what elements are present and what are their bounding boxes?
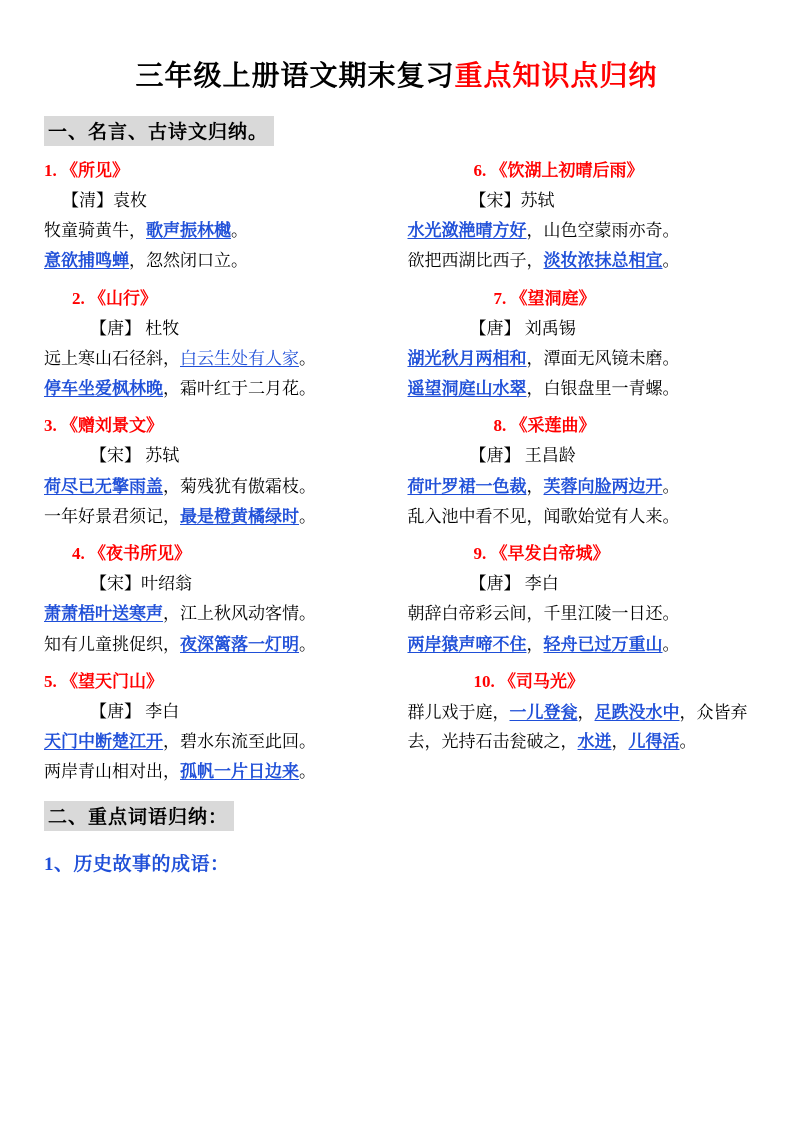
poem-lines (408, 599, 750, 658)
poem-lines (408, 472, 750, 531)
poem-title (44, 285, 386, 313)
poem-block (44, 154, 386, 277)
poem-title (44, 668, 386, 696)
poem-name: 《饮湖上初晴后雨》 (490, 161, 644, 180)
poem-name: 《望天门山》 (61, 671, 163, 691)
poem-name: 《夜书所见》 (89, 544, 191, 564)
poem-number: 10. (473, 671, 495, 691)
poem-block (44, 409, 386, 532)
poem-line (408, 216, 750, 245)
poem-line (408, 246, 750, 275)
poem-author: 【唐】 杜牧 (90, 318, 180, 338)
poem-number: 8. (493, 416, 507, 436)
poem-number: 3. (44, 416, 57, 436)
poem-block (44, 665, 386, 788)
spacer (44, 793, 749, 799)
poem-text: 。 (679, 732, 697, 752)
poem-line (44, 344, 386, 373)
poem-lines (44, 472, 386, 531)
poem-line (44, 216, 386, 245)
poem-text: ，白银盘里一青螺。 (526, 379, 680, 399)
poem-block (44, 537, 386, 660)
poem-title (44, 540, 386, 568)
poem-text: ， (526, 476, 544, 496)
poem-text-highlight: 停车坐爱枫林晚 (44, 379, 163, 399)
poem-block (44, 282, 386, 405)
poem-title (44, 157, 386, 185)
poem-author: 【宋】苏轼 (469, 191, 555, 211)
poem-title (408, 285, 750, 313)
poem-line (44, 502, 386, 531)
poem-title (408, 668, 750, 696)
poem-text: 。 (231, 221, 248, 241)
poem-number: 2. (72, 288, 85, 308)
poem-name: 《所见》 (61, 161, 129, 180)
poem-text-highlight: 轻舟已过万重山 (543, 634, 663, 654)
poem-text: ， (611, 732, 629, 752)
poem-block (408, 154, 750, 277)
poem-text: 。 (662, 476, 680, 496)
poem-lines (44, 727, 386, 786)
poem-number: 7. (493, 288, 507, 308)
poem-text: ，菊残犹有傲霜枝。 (163, 476, 316, 496)
poem-line (44, 599, 386, 628)
poem-text-highlight: 最是橙黄橘绿时 (180, 506, 299, 526)
poem-number: 4. (72, 544, 85, 564)
poem-lines (408, 344, 750, 403)
poem-line (44, 727, 386, 756)
poem-grid (44, 154, 749, 793)
poem-text: ， (526, 634, 544, 654)
poem-line (408, 698, 750, 756)
poem-text: ， (577, 702, 595, 722)
poem-line (408, 374, 750, 403)
poem-text: ，江上秋风动客情。 (163, 604, 316, 624)
poem-text-highlight: 水光潋滟晴方好 (407, 221, 527, 241)
poem-text-highlight: 足跌没水中 (594, 702, 680, 722)
poem-text: ，碧水东流至此回。 (163, 732, 316, 752)
poem-text: 。 (299, 506, 316, 526)
poem-text: 知有儿童挑促织， (44, 634, 180, 654)
poem-title (44, 412, 386, 440)
poem-text: 牧童骑黄牛， (44, 221, 146, 241)
poem-name: 《望洞庭》 (510, 288, 596, 308)
poem-text: ，忽然闭口立。 (129, 251, 248, 271)
poem-text-highlight: 歌声振林樾 (146, 221, 231, 241)
poem-number: 1. (44, 161, 57, 180)
poem-text: 乱入池中看不见，闻歌始觉有人来。 (407, 506, 680, 526)
poem-text: 。 (299, 348, 316, 368)
poem-author: 【唐】 刘禹锡 (469, 318, 576, 338)
poem-title (408, 540, 750, 568)
poem-text-highlight: 夜深篱落一灯明 (180, 634, 299, 654)
poem-text: 一年好景君须记， (44, 506, 180, 526)
poem-text-highlight: 白云生处有人家 (180, 348, 299, 368)
poem-text: 欲把西湖比西子， (407, 251, 544, 271)
poem-name: 《赠刘景文》 (61, 416, 163, 436)
poem-text-highlight: 荷叶罗裙一色裁 (407, 476, 527, 496)
poem-author: 【唐】 李白 (469, 574, 559, 594)
poem-text-highlight: 意欲捕鸣蝉 (44, 251, 129, 271)
poem-text: ，霜叶红于二月花。 (163, 379, 316, 399)
title-red-part: 重点知识点归纳 (454, 61, 658, 92)
poem-author: 【唐】 李白 (90, 701, 180, 721)
poem-text-highlight: 荷尽已无擎雨盖 (44, 476, 163, 496)
poem-lines (44, 344, 386, 403)
poem-line (44, 246, 386, 275)
poem-line (44, 374, 386, 403)
poem-block (408, 282, 750, 405)
poem-lines (44, 599, 386, 658)
poem-line (44, 472, 386, 501)
poem-text: 。 (662, 251, 680, 271)
poem-text-highlight: 湖光秋月两相和 (407, 348, 527, 368)
poem-text-highlight: 两岸猿声啼不住 (407, 634, 527, 654)
section-heading-one: 一、名言、古诗文归纳。 (44, 116, 274, 146)
poem-text-highlight: 一儿登瓮 (509, 702, 578, 722)
poem-title (408, 157, 750, 185)
poem-text: 远上寒山石径斜， (44, 348, 180, 368)
poem-text: 群儿戏于庭， (407, 702, 510, 722)
poem-author: 【宋】叶绍翁 (90, 574, 192, 594)
poem-line (44, 757, 386, 786)
poem-number: 6. (473, 161, 487, 180)
poem-name: 《山行》 (89, 288, 157, 308)
poem-author: 【唐】 王昌龄 (469, 446, 576, 466)
poem-block (408, 409, 750, 532)
poem-line (408, 344, 750, 373)
poem-text: ，潭面无风镜未磨。 (526, 348, 680, 368)
poem-lines (44, 216, 386, 275)
poem-text: 朝辞白帝彩云间，千里江陵一日还。 (407, 604, 680, 624)
poem-line (44, 630, 386, 659)
poem-author: 【清】袁枚 (62, 191, 147, 211)
poem-number: 9. (473, 544, 487, 564)
poem-text-highlight: 孤帆一片日边来 (180, 762, 299, 782)
poem-block (408, 537, 750, 660)
section-heading-two: 二、重点词语归纳： (44, 801, 234, 831)
poem-title (408, 412, 750, 440)
poem-line (408, 599, 750, 628)
poem-text: 两岸青山相对出， (44, 762, 180, 782)
title-black-part: 三年级上册语文期末复习 (135, 61, 455, 92)
poem-text: 。 (299, 634, 316, 654)
poem-text: ，山色空蒙雨亦奇。 (526, 221, 680, 241)
poem-text-highlight: 遥望洞庭山水翠 (407, 379, 527, 399)
page-title (44, 54, 749, 94)
poem-text-highlight: 水迸 (577, 732, 612, 752)
poem-name: 《司马光》 (499, 671, 584, 691)
poem-line (408, 472, 750, 501)
poem-block (408, 665, 750, 788)
poem-lines (408, 216, 750, 275)
poem-line (408, 502, 750, 531)
poem-name: 《早发白帝城》 (490, 544, 610, 564)
poem-text: 。 (662, 634, 680, 654)
poem-text-highlight: 天门中断楚江开 (44, 732, 163, 752)
subsection-heading-idioms: 1、历史故事的成语： (44, 853, 230, 875)
poem-author: 【宋】 苏轼 (90, 446, 180, 466)
poem-text-highlight: 儿得活 (628, 732, 680, 752)
poem-text: ，众皆弃去，光持石击瓮破之， (407, 702, 748, 752)
poem-text-highlight: 淡妆浓抹总相宜 (543, 251, 663, 271)
poem-text: 。 (299, 762, 316, 782)
poem-text-highlight: 芙蓉向脸两边开 (543, 476, 663, 496)
poem-text-highlight: 萧萧梧叶送寒声 (44, 604, 163, 624)
poem-lines (408, 698, 750, 756)
poem-number: 5. (44, 671, 57, 691)
poem-line (408, 630, 750, 659)
poem-name: 《采莲曲》 (510, 416, 596, 436)
